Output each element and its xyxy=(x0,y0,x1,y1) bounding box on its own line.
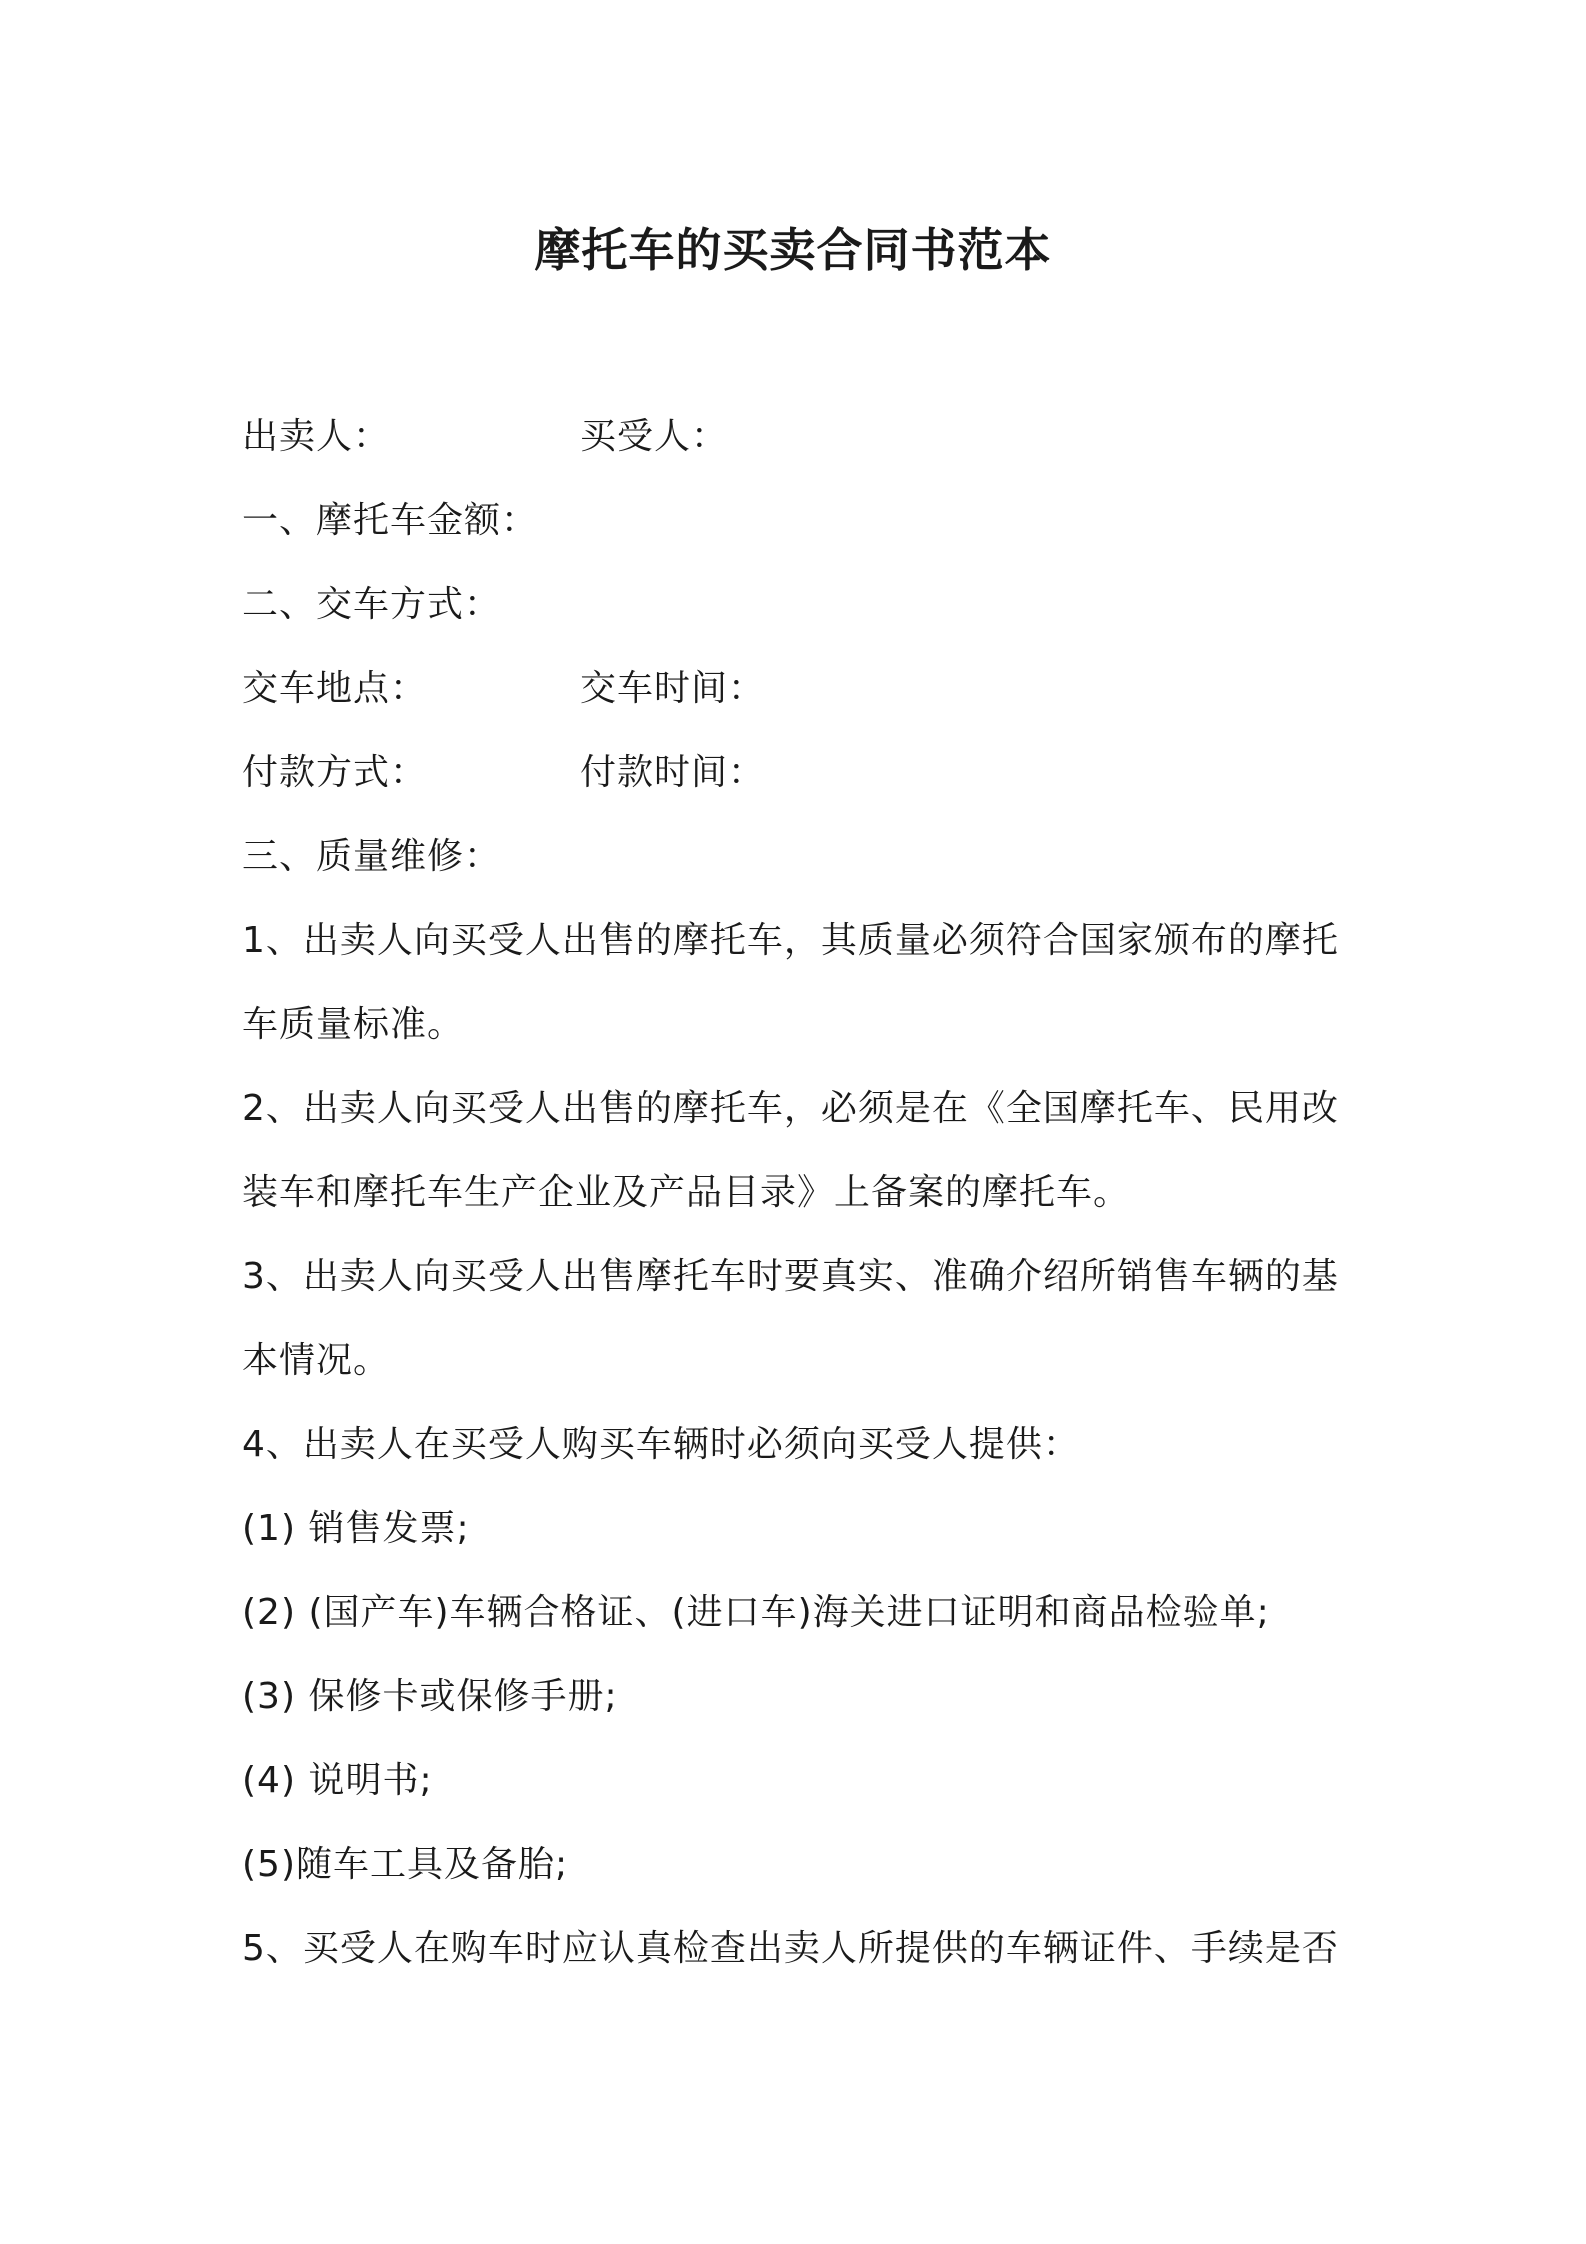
list-item: (4) 说明书; xyxy=(242,1760,433,1801)
payment-method-label: 付款方式： xyxy=(242,752,428,793)
section-quality: 三、质量维修： xyxy=(242,836,502,877)
delivery-line xyxy=(242,647,1357,731)
clause-1: 1、出卖人向买受人出售的摩托车，其质量必须符合国家颁布的摩托车质量标准。 xyxy=(242,920,1339,1045)
document-title: 摩托车的买卖合同书范本 xyxy=(534,223,1052,277)
payment-line xyxy=(242,731,1357,815)
document-body xyxy=(242,395,1357,1991)
buyer-label: 买受人： xyxy=(580,416,729,457)
list-item: (1) 销售发票; xyxy=(242,1508,470,1549)
parties-line xyxy=(242,395,1357,479)
section-amount: 一、摩托车金额： xyxy=(242,500,539,541)
section-delivery: 二、交车方式： xyxy=(242,584,502,625)
clause-2: 2、出卖人向买受人出售的摩托车，必须是在《全国摩托车、民用改装车和摩托车生产企业及产品目录》上备案的摩托车。 xyxy=(242,1088,1339,1213)
list-item: (2) (国产车)车辆合格证、(进口车)海关进口证明和商品检验单; xyxy=(242,1592,1270,1633)
list-item: (3) 保修卡或保修手册; xyxy=(242,1676,618,1717)
payment-time-label: 付款时间： xyxy=(580,752,766,793)
clause-5: 5、买受人在购车时应认真检查出卖人所提供的车辆证件、手续是否 xyxy=(242,1928,1339,1969)
delivery-place-label: 交车地点： xyxy=(242,668,428,709)
list-item: (5)随车工具及备胎; xyxy=(242,1844,569,1885)
seller-label: 出卖人： xyxy=(242,416,391,457)
clause-4: 4、出卖人在买受人购买车辆时必须向买受人提供： xyxy=(242,1424,1080,1465)
clause-3: 3、出卖人向买受人出售摩托车时要真实、准确介绍所销售车辆的基本情况。 xyxy=(242,1256,1339,1381)
delivery-time-label: 交车时间： xyxy=(580,668,766,709)
